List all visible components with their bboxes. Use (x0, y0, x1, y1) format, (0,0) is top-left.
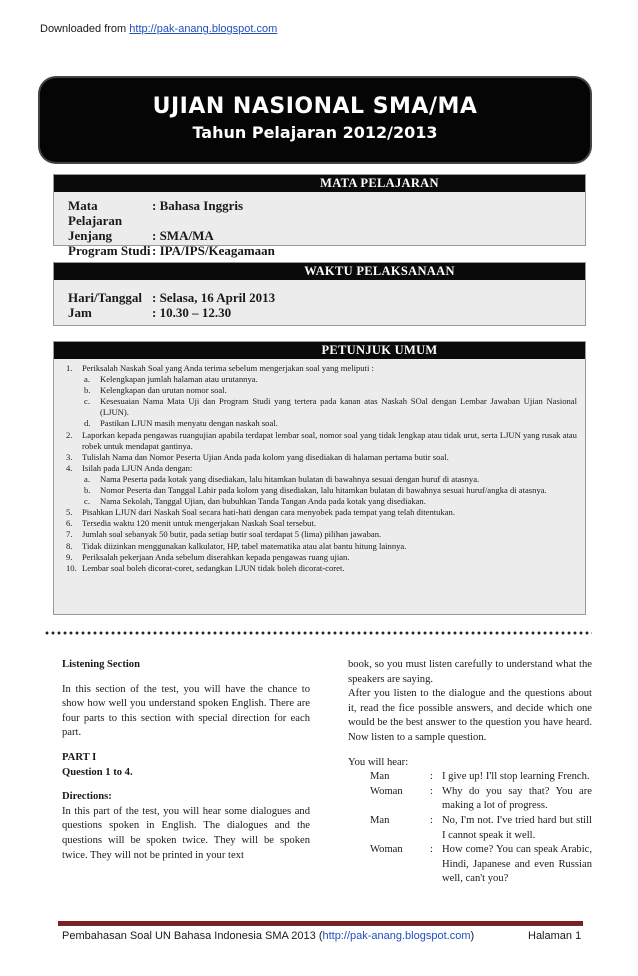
info-value: : Selasa, 16 April 2013 (152, 290, 276, 305)
info-key: Jenjang (68, 228, 113, 243)
petunjuk-item (54, 507, 585, 518)
item-text: Nomor Peserta dan Tanggal Lahir pada kolom yang disediakan, lalu hitamkan bulatan di bawahnya sesuai huruf/angka di atasnya. (100, 485, 547, 496)
item-text: Kelengkapan jumlah halaman atau urutannya. (100, 374, 258, 385)
right-column (348, 658, 592, 887)
info-key: Program Studi (68, 243, 151, 258)
item-number: 7. (66, 529, 73, 540)
download-link[interactable]: http://pak-anang.blogspot.com (129, 23, 278, 35)
item-number: c. (84, 396, 90, 407)
item-number: c. (84, 496, 90, 507)
petunjuk-item (54, 529, 585, 540)
petunjuk-item (54, 363, 585, 374)
info-row (54, 243, 585, 258)
info-key: Jam (68, 305, 92, 320)
item-number: b. (84, 485, 91, 496)
item-text: Kesesuaian Nama Mata Uji dan Program Studi yang tertera pada kanan atas Naskah SOal dengan Lembar Jawaban Ujian Nasional (LJUN). (100, 396, 577, 418)
download-prefix: Downloaded from (40, 23, 130, 35)
exam-title: UJIAN NASIONAL SMA/MA (152, 94, 478, 119)
question-range: Question 1 to 4. (62, 766, 133, 778)
petunjuk-subitem (54, 496, 585, 507)
footer-left (62, 930, 474, 942)
item-number: 4. (66, 462, 73, 473)
utterance: How come? You can speak Arabic, Hindi, Japanese and even Russian well, can't you? (442, 844, 592, 885)
info-value: : Bahasa Inggris (152, 198, 244, 213)
info-key: Hari/Tanggal (68, 290, 142, 305)
petunjuk-item (54, 463, 585, 474)
download-source (40, 23, 277, 35)
exam-year: Tahun Pelajaran 2012/2013 (192, 123, 438, 142)
utterance: I give up! I'll stop learning French. (442, 771, 590, 783)
item-text: Nama Peserta pada kotak yang disediakan, lalu hitamkan bulatan di bawahnya sesuai dengan huruf di atasnya. (100, 473, 480, 484)
utterance: No, I'm not. I've tried hard but still I cannot speak it well. (442, 814, 592, 841)
petunjuk-subitem (54, 418, 585, 429)
petunjuk-subitem (54, 485, 585, 496)
item-number: 10. (66, 562, 77, 573)
speaker: Man (370, 814, 390, 826)
page-number: Halaman 1 (528, 930, 582, 942)
footer-prefix: Pembahasan Soal UN Bahasa Indonesia SMA 2013 ( (62, 930, 323, 942)
section-title: Listening Section (62, 659, 140, 670)
info-value: : SMA/MA (152, 228, 214, 243)
petunjuk-item (54, 563, 585, 574)
item-number: 5. (66, 507, 73, 518)
info-row (54, 290, 585, 305)
mata-pelajaran-header: MATA PELAJARAN (54, 175, 585, 192)
footer-link[interactable]: http://pak-anang.blogspot.com (322, 930, 471, 942)
dialogue-line: Man : I give up! I'll stop learning French. (348, 770, 592, 785)
item-text: Nama Sekolah, Tanggal Ujian, dan bubuhkan Tanda Tangan Anda pada kotak yang disediakan. (100, 496, 426, 507)
instruction-text: After you listen to the dialogue and the questions about it, read the fice possible answers, and decide which one would be the best answer to the question you have heard. Now listen to a sample question. (348, 688, 592, 743)
petunjuk-subitem (54, 385, 585, 396)
item-number: a. (84, 374, 90, 385)
item-text: Pastikan LJUN masih menyatu dengan naskah soal. (100, 418, 278, 429)
part-label: PART I (62, 751, 97, 763)
item-text: Laporkan kepada pengawas ruangujian apabila terdapat lembar soal, nomor soal yang tidak lengkap atau tidak urut, serta LJUN yang rusak atau robek untuk mendapat gantinya. (82, 429, 577, 451)
waktu-pelaksanaan-box (53, 262, 586, 326)
footer-rule (58, 921, 583, 926)
item-text: Tulislah Nama dan Nomor Peserta Ujian Anda pada kolom yang disediakan di halaman pertama butir soal. (82, 451, 449, 462)
item-text: Tidak diizinkan menggunakan kalkulator, HP, tabel matematika atau alat bantu hitung lainnya. (82, 540, 407, 551)
item-number: 2. (66, 429, 73, 440)
item-text: Pisahkan LJUN dari Naskah Soal secara hati-hati dengan cara menyobek pada tempat yang telah ditentukan. (82, 507, 455, 518)
section-intro: In this section of the test, you will have the chance to show how well you understand spoken English. There are four parts to this section with special direction for each part. (62, 683, 310, 739)
item-text: Kelengkapan dan urutan nomor soal. (100, 385, 227, 396)
petunjuk-list (54, 363, 585, 574)
speaker: Man (370, 771, 390, 783)
petunjuk-header: PETUNJUK UMUM (54, 342, 585, 359)
directions-label: Directions: (62, 791, 112, 803)
info-key: Mata Pelajaran (68, 198, 123, 228)
petunjuk-item (54, 541, 585, 552)
item-number: 6. (66, 518, 73, 529)
footer-suffix: ) (470, 930, 475, 942)
item-number: 9. (66, 551, 73, 562)
dialogue-line: Woman : Why do you say that? You are making a lot of progress. (348, 785, 592, 814)
speaker: Woman (370, 844, 403, 856)
item-number: 1. (66, 363, 73, 373)
petunjuk-item (54, 518, 585, 529)
dotted-divider (44, 630, 592, 636)
info-row (54, 305, 585, 320)
exam-banner (40, 78, 590, 162)
info-value: : IPA/IPS/Keagamaan (152, 243, 275, 258)
petunjuk-umum-box (53, 341, 586, 615)
petunjuk-item (54, 452, 585, 463)
item-number: 3. (66, 451, 73, 462)
waktu-header: WAKTU PELAKSANAAN (54, 263, 585, 280)
left-column (62, 658, 310, 863)
item-text: Periksalah Naskah Soal yang Anda terima sebelum mengerjakan soal yang meliputi : (82, 363, 374, 373)
info-row (54, 228, 585, 243)
item-number: a. (84, 473, 90, 484)
continuation-text: book, so you must listen carefully to understand what the speakers are saying. (348, 659, 592, 685)
mata-pelajaran-box (53, 174, 586, 258)
item-number: d. (84, 418, 91, 429)
item-text: Jumlah soal sebanyak 50 butir, pada setiap butir soal terdapat 5 (lima) pilihan jawaban. (82, 529, 382, 540)
petunjuk-subitem (54, 396, 585, 418)
item-number: b. (84, 385, 91, 396)
item-text: Isilah pada LJUN Anda dengan: (82, 462, 193, 473)
utterance: Why do you say that? You are making a lot of progress. (442, 785, 592, 812)
petunjuk-subitem (54, 374, 585, 385)
speaker: Woman (370, 785, 403, 797)
petunjuk-item (54, 552, 585, 563)
dialogue-line: Woman : How come? You can speak Arabic, Hindi, Japanese and even Russian well, can't you? (348, 843, 592, 887)
directions-text: In this part of the test, you will hear some dialogues and questions spoken in English. The dialogues and the questions will be spoken twice. They will be spoken twice. They will not be printed in your text (62, 805, 310, 861)
item-text: Tersedia waktu 120 menit untuk mengerjakan Naskah Soal tersebut. (82, 518, 316, 529)
petunjuk-item (54, 430, 585, 452)
item-number: 8. (66, 540, 73, 551)
dialogue-line: Man : No, I'm not. I've tried hard but still I cannot speak it well. (348, 814, 592, 843)
info-row (54, 198, 585, 228)
petunjuk-subitem (54, 474, 585, 485)
you-will-hear: You will hear: (348, 756, 409, 768)
info-value: : 10.30 – 12.30 (152, 305, 232, 320)
item-text: Periksalah pekerjaan Anda sebelum diserahkan kepada pengawas ruang ujian. (82, 551, 350, 562)
item-text: Lembar soal boleh dicorat-coret, sedangkan LJUN tidak boleh dicorat-coret. (82, 562, 345, 573)
